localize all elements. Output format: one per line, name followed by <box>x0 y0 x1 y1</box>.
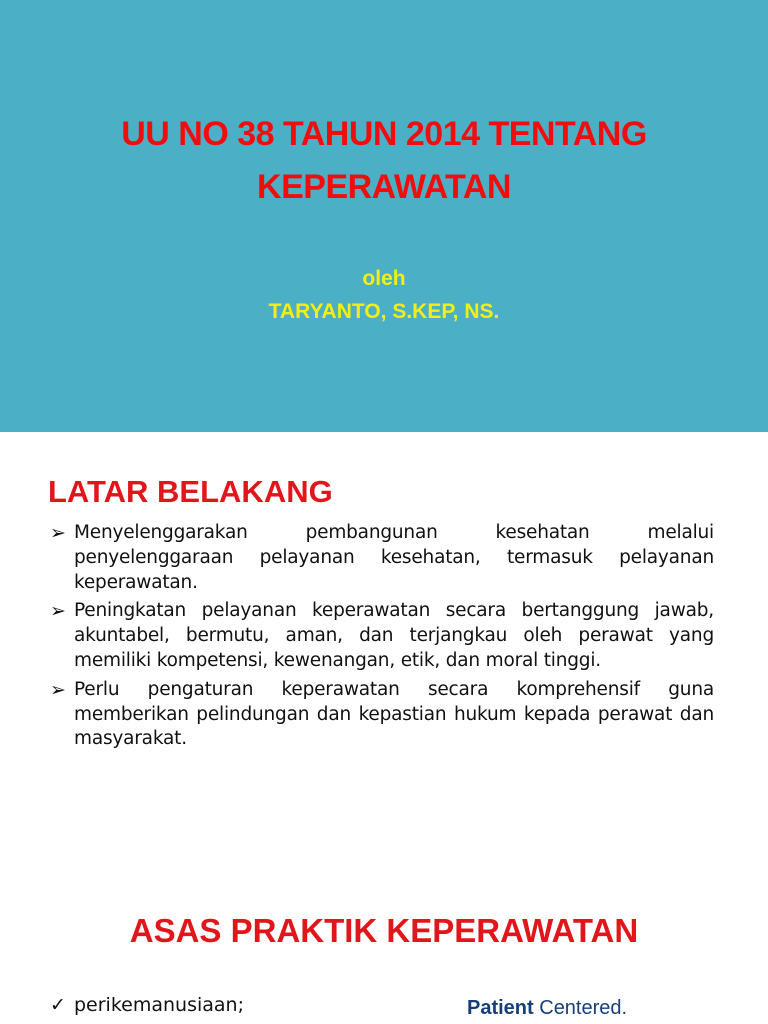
section-heading-asas-praktik: ASAS PRAKTIK KEPERAWATAN <box>129 912 639 949</box>
asas-item-text: perikemanusiaan; <box>74 994 244 1016</box>
brand-bold: Patient <box>467 997 534 1019</box>
arrowhead-bullet-icon: ➢ <box>50 679 66 701</box>
brand-rest: Centered. <box>533 997 628 1019</box>
title-slide <box>0 0 768 432</box>
by-label: oleh <box>362 267 406 290</box>
bullet-text: Peningkatan pelayanan keperawatan secara bertanggung jawab, akuntabel, bermutu, aman, dan terjangkau oleh perawat yang memiliki kompetensi, kewenangan, etik, dan moral tinggi. <box>74 600 714 671</box>
patient-centered-logo <box>467 995 627 1021</box>
presentation-title <box>0 108 768 214</box>
bullet-text: Menyelenggarakan pembangunan kesehatan melalui penyelenggaraan pelayanan kesehatan, termasuk pelayanan keperawatan. <box>74 522 714 593</box>
arrowhead-bullet-icon: ➢ <box>50 523 66 544</box>
author-block <box>0 262 768 328</box>
list-item <box>50 992 244 1018</box>
title-line-2: KEPERAWATAN <box>257 168 511 206</box>
list-item <box>50 678 714 752</box>
arrowhead-bullet-icon: ➢ <box>50 601 66 623</box>
bullet-text: Perlu pengaturan keperawatan secara komprehensif guna memberikan pelindungan dan kepastian hukum kepada perawat dan masyarakat. <box>74 678 714 750</box>
list-item <box>50 521 714 595</box>
check-icon: ✓ <box>50 994 66 1016</box>
bullet-list <box>50 521 714 756</box>
title-line-1: UU NO 38 TAHUN 2014 TENTANG <box>121 115 647 153</box>
list-item <box>50 599 714 673</box>
content-slide <box>0 432 768 1024</box>
author-name: TARYANTO, S.KEP, NS. <box>268 300 500 323</box>
section-heading-latar-belakang: LATAR BELAKANG <box>48 474 333 509</box>
